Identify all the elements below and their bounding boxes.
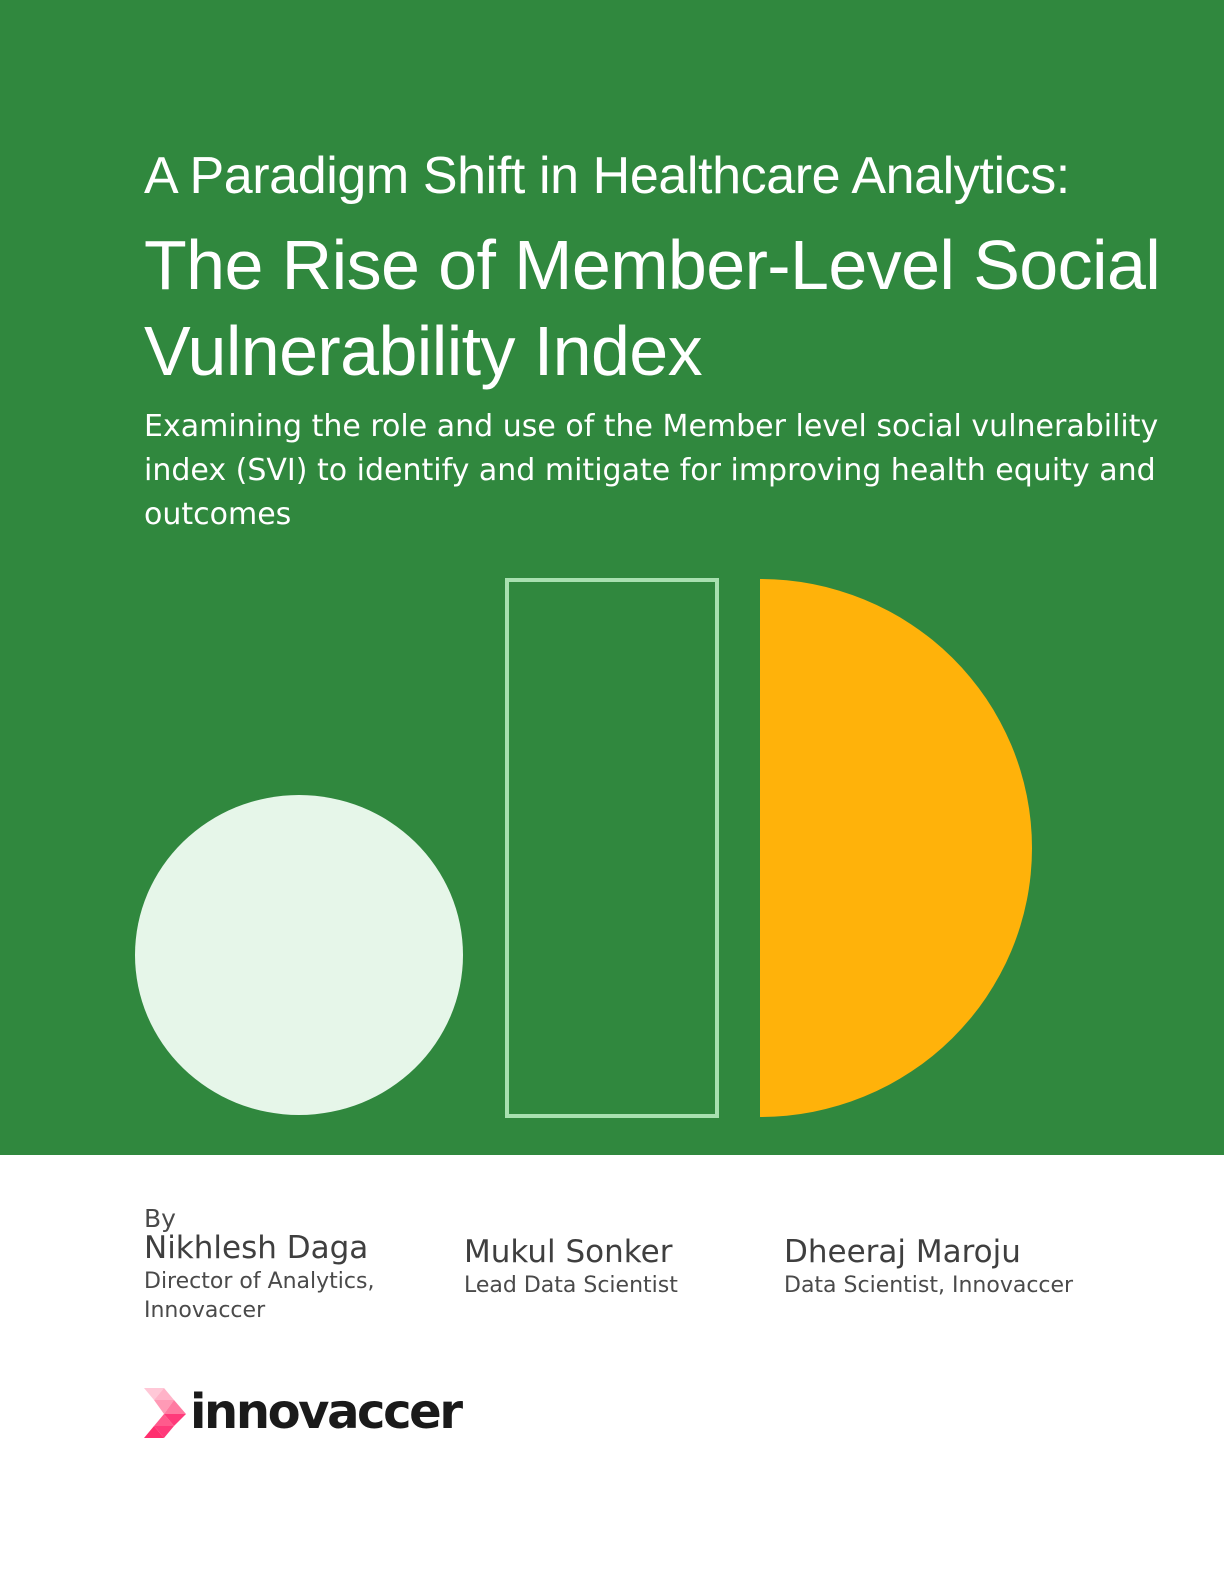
author-dheeraj-maroju (784, 1233, 1204, 1300)
cover-kicker: A Paradigm Shift in Healthcare Analytics: (144, 147, 1070, 205)
author-role: Lead Data Scientist (464, 1273, 678, 1298)
decorative-half-circle (760, 579, 1032, 1117)
author-role: Director of Analytics, Innovaccer (144, 1269, 375, 1323)
decorative-rectangle-outline (507, 580, 717, 1116)
decorative-circle (135, 795, 463, 1115)
innovaccer-wordmark: innovaccer (190, 1384, 461, 1440)
cover-title: The Rise of Member-Level Social Vulnerability Index (144, 226, 1161, 390)
innovaccer-logo-icon (142, 1386, 188, 1442)
innovaccer-logo (142, 1386, 462, 1442)
author-nikhlesh-daga (144, 1229, 434, 1325)
author-name: Dheeraj Maroju (784, 1234, 1021, 1270)
by-label: By (144, 1204, 176, 1233)
author-mukul-sonker (464, 1233, 754, 1300)
authors-section (0, 1155, 1224, 1415)
author-name: Mukul Sonker (464, 1234, 673, 1270)
author-name: Nikhlesh Daga (144, 1230, 369, 1266)
cover-subtitle: Examining the role and use of the Member level social vulnerability index (SVI) to identify and mitigate for improving health equity and outcomes (144, 409, 1159, 532)
author-role: Data Scientist, Innovaccer (784, 1273, 1074, 1298)
